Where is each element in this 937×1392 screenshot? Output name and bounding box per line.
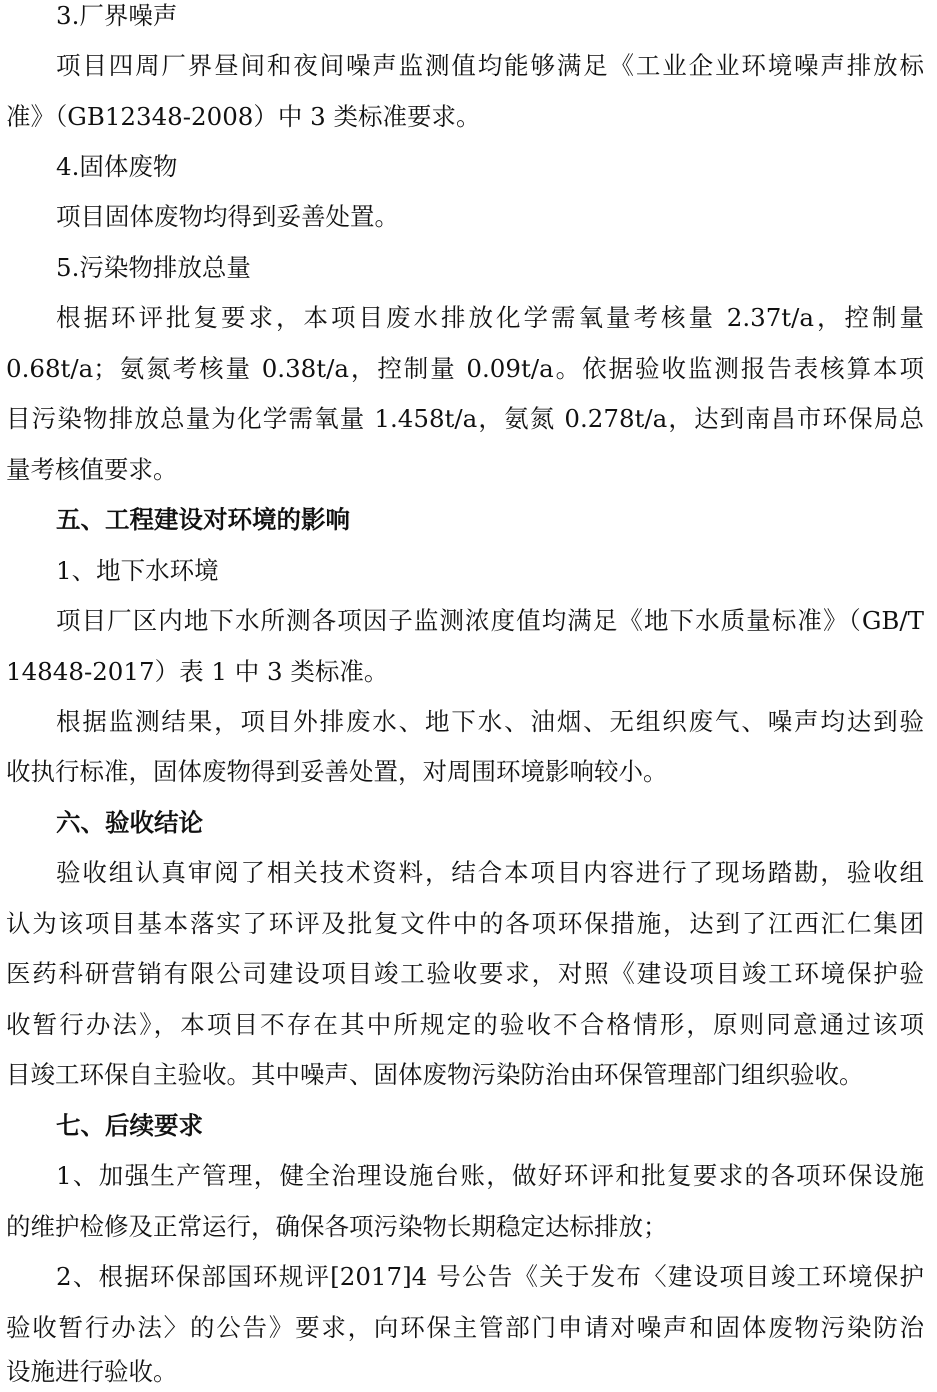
subheading-solid-waste: 4.固体废物 (56, 152, 178, 181)
subheading-factory-noise: 3.厂界噪声 (56, 1, 178, 30)
subheading-total-emissions: 5.污染物排放总量 (56, 253, 251, 282)
subheading-groundwater: 1、地下水环境 (56, 556, 219, 585)
paragraph-line: 验收暂行办法〉的公告》要求，向环保主管部门申请对噪声和固体废物污染防治 (6, 1313, 924, 1342)
paragraph-line: 根据环评批复要求，本项目废水排放化学需氧量考核量 2.37t/a，控制量 (56, 303, 924, 332)
paragraph-line: 收执行标准，固体废物得到妥善处置，对周围环境影响较小。 (6, 757, 668, 786)
paragraph-line: 目污染物排放总量为化学需氧量 1.458t/a，氨氮 0.278t/a，达到南昌市环保局总 (6, 404, 924, 433)
paragraph-line: 1、加强生产管理，健全治理设施台账，做好环评和批复要求的各项环保设施 (56, 1161, 924, 1190)
paragraph-line: 认为该项目基本落实了环评及批复文件中的各项环保措施，达到了江西汇仁集团 (6, 909, 924, 938)
section-heading-5: 五、工程建设对环境的影响 (56, 505, 350, 534)
paragraph-line: 根据监测结果，项目外排废水、地下水、油烟、无组织废气、噪声均达到验 (56, 707, 924, 736)
paragraph-line: 医药科研营销有限公司建设项目竣工验收要求，对照《建设项目竣工环境保护验 (6, 959, 924, 988)
paragraph-line: 14848-2017）表 1 中 3 类标准。 (6, 657, 389, 686)
paragraph-line: 项目固体废物均得到妥善处置。 (56, 202, 399, 231)
paragraph-line: 设施进行验收。 (6, 1357, 178, 1386)
paragraph-line: 0.68t/a；氨氮考核量 0.38t/a，控制量 0.09t/a。依据验收监测报告表核算本项 (6, 354, 924, 383)
paragraph-line: 的维护检修及正常运行，确保各项污染物长期稳定达标排放； (6, 1212, 668, 1241)
section-heading-7: 七、后续要求 (56, 1111, 203, 1140)
paragraph-line: 验收组认真审阅了相关技术资料，结合本项目内容进行了现场踏勘，验收组 (56, 858, 924, 887)
paragraph-line: 量考核值要求。 (6, 455, 178, 484)
paragraph-line: 收暂行办法》，本项目不存在其中所规定的验收不合格情形，原则同意通过该项 (6, 1010, 924, 1039)
paragraph-line: 项目四周厂界昼间和夜间噪声监测值均能够满足《工业企业环境噪声排放标 (56, 51, 924, 80)
section-heading-6: 六、验收结论 (56, 808, 203, 837)
paragraph-line: 目竣工环保自主验收。其中噪声、固体废物污染防治由环保管理部门组织验收。 (6, 1060, 864, 1089)
paragraph-line: 2、根据环保部国环规评[2017]4 号公告《关于发布〈建设项目竣工环境保护 (56, 1262, 924, 1291)
paragraph-line: 项目厂区内地下水所测各项因子监测浓度值均满足《地下水质量标准》（GB/T (56, 606, 924, 635)
paragraph-line: 准》（GB12348-2008）中 3 类标准要求。 (6, 102, 481, 131)
